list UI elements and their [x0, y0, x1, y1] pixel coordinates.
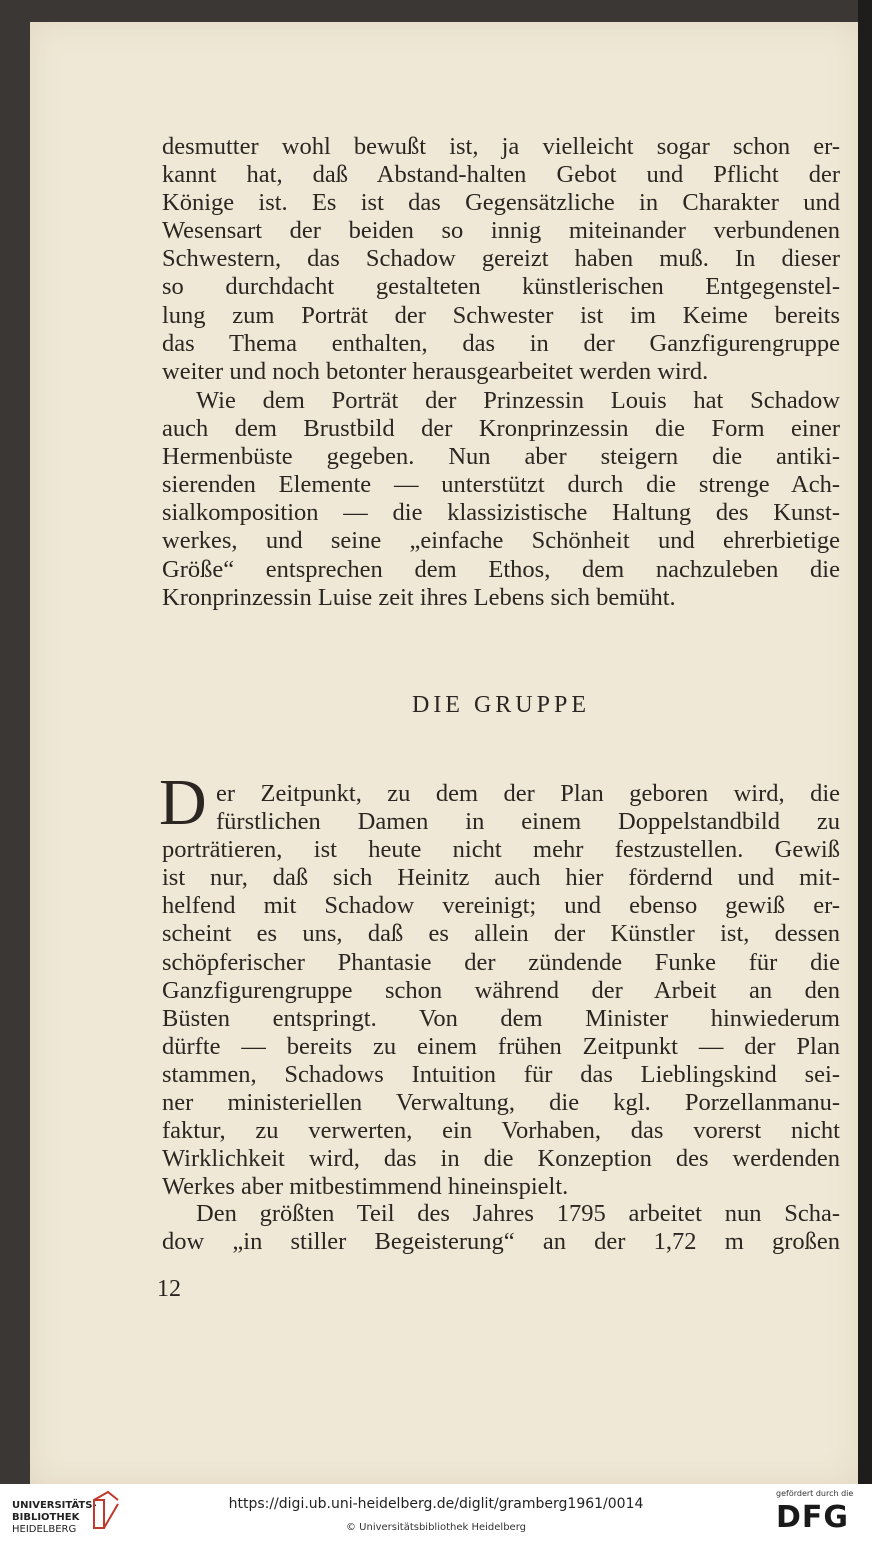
dfg-logo: DFG	[776, 1500, 850, 1535]
text-line: Könige ist. Es ist das Gegensätzliche in Charakter und	[162, 189, 840, 217]
library-name-line-3: HEIDELBERG	[12, 1524, 77, 1535]
page-edge-shadow	[858, 0, 872, 1484]
text-line: dürfte — bereits zu einem frühen Zeitpunkt — der Plan	[162, 1032, 840, 1060]
text-line: Werkes aber mitbestimmend hineinspielt.	[162, 1173, 569, 1201]
text-line: kannt hat, daß Abstand-halten Gebot und Pflicht der	[162, 161, 840, 189]
copyright-notice: © Universitätsbibliothek Heidelberg	[345, 1522, 526, 1533]
paragraph-3	[162, 780, 840, 1201]
text-line: fürstlichen Damen in einem Doppelstandbild zu	[216, 808, 840, 836]
text-line: weiter und noch betonter herausgearbeitet werden wird.	[162, 357, 709, 385]
text-line: ist nur, daß sich Heinitz auch hier fördernd und mit-	[162, 864, 840, 892]
text-line: faktur, zu verwerten, ein Vorhaben, das vorerst nicht	[162, 1117, 840, 1145]
text-line: so durchdacht gestalteten künstlerischen Entgegenstel-	[162, 273, 840, 301]
drop-capital: D	[159, 766, 207, 839]
text-line: schöpferischer Phantasie der zündende Funke für die	[162, 948, 840, 976]
section-title: DIE GRUPPE	[411, 692, 590, 718]
text-line: desmutter wohl bewußt ist, ja vielleicht sogar schon er-	[162, 133, 840, 160]
text-line: ner ministeriellen Verwaltung, die kgl. Porzellanmanu-	[162, 1089, 840, 1117]
viewer-footer	[0, 1484, 872, 1545]
text-line: das Thema enthalten, das in der Ganzfigurengruppe	[162, 329, 840, 357]
text-line: scheint es uns, daß es allein der Künstler ist, dessen	[162, 920, 840, 948]
text-line: Kronprinzessin Luise zeit ihres Lebens sich bemüht.	[162, 583, 676, 611]
text-line: Wie dem Porträt der Prinzessin Louis hat Schadow	[196, 387, 840, 414]
paragraph-1	[162, 133, 840, 386]
text-line: auch dem Brustbild der Kronprinzessin die Form einer	[162, 415, 840, 443]
funding-caption: gefördert durch die	[776, 1489, 854, 1498]
text-line: sialkomposition — die klassizistische Haltung des Kunst-	[162, 499, 840, 527]
text-line: helfend mit Schadow vereinigt; und ebenso gewiß er-	[162, 892, 840, 920]
text-line: Hermenbüste gegeben. Nun aber steigern die antiki-	[162, 443, 840, 471]
text-line: Ganzfigurengruppe schon während der Arbeit an den	[162, 976, 840, 1004]
text-line: Den größten Teil des Jahres 1795 arbeitet nun Scha-	[196, 1200, 840, 1227]
text-line: lung zum Porträt der Schwester ist im Keime bereits	[162, 301, 840, 329]
library-name-line-2: BIBLIOTHEK	[12, 1512, 80, 1523]
page-number: 12	[157, 1276, 181, 1302]
text-line: Größe“ entsprechen dem Ethos, dem nachzuleben die	[162, 555, 840, 583]
text-line: sierenden Elemente — unterstützt durch die strenge Ach-	[162, 471, 840, 499]
text-line: Schwestern, das Schadow gereizt haben muß. In dieser	[162, 245, 840, 273]
text-line: werkes, und seine „einfache Schönheit und ehrerbietige	[162, 527, 840, 555]
text-line: Büsten entspringt. Von dem Minister hinwiederum	[162, 1004, 840, 1032]
paragraph-2	[162, 387, 840, 612]
text-line: Wesensart der beiden so innig miteinander verbundenen	[162, 217, 840, 245]
library-name-line-1: UNIVERSITÄTS-	[12, 1500, 97, 1511]
text-line: dow „in stiller Begeisterung“ an der 1,72 m großen	[162, 1228, 840, 1256]
text-line: stammen, Schadows Intuition für das Lieblingskind sei-	[162, 1060, 840, 1088]
text-line: porträtieren, ist heute nicht mehr festzustellen. Gewiß	[162, 836, 840, 864]
permalink-url[interactable]: https://digi.ub.uni-heidelberg.de/diglit/gramberg1961/0014	[228, 1496, 644, 1512]
text-line: Wirklichkeit wird, das in die Konzeption des werdenden	[162, 1145, 840, 1173]
paragraph-4	[162, 1200, 840, 1256]
text-line: er Zeitpunkt, zu dem der Plan geboren wird, die	[216, 780, 840, 807]
